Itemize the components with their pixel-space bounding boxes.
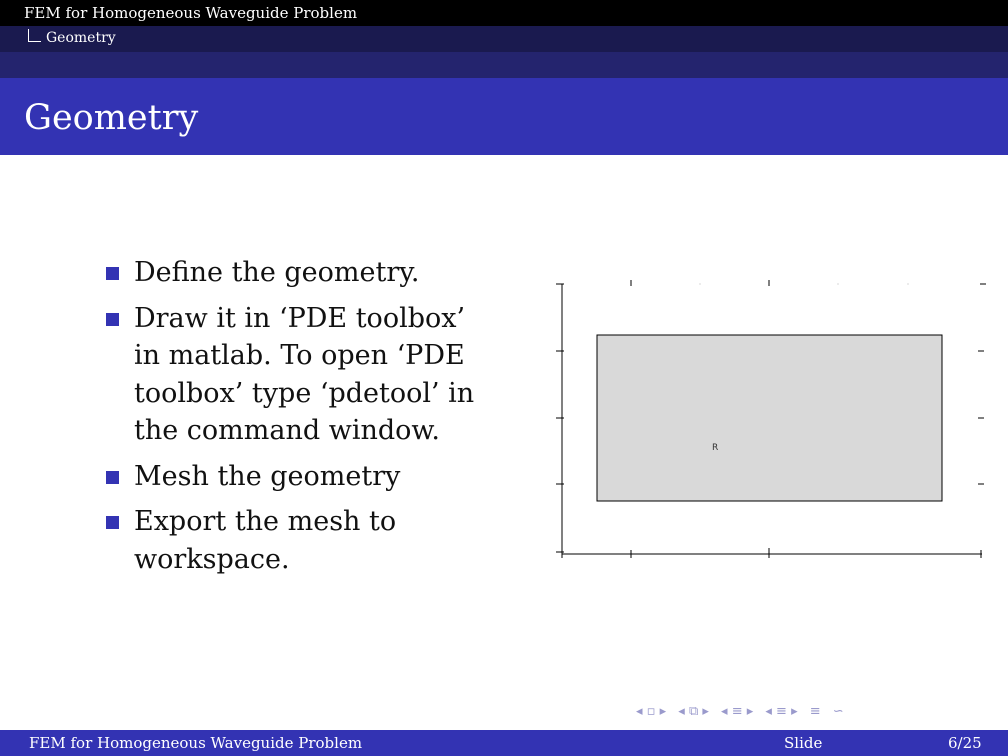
- frame-title: Geometry: [24, 98, 199, 138]
- header-spacer-bar: [0, 52, 1008, 78]
- bullet-square-icon: [106, 267, 119, 280]
- frame-title-bar: [0, 78, 1008, 155]
- top-tick-dots: [699, 283, 908, 284]
- bottom-ticks: [562, 548, 981, 558]
- slide-prev-next-icon[interactable]: ◂ ▫ ▸: [636, 704, 667, 719]
- left-ticks: [556, 284, 564, 552]
- beamer-nav-icons: [636, 704, 852, 719]
- bullet-square-icon: [106, 516, 119, 529]
- bullet-text: Define the geometry.: [134, 257, 420, 288]
- bullet-item: [104, 300, 484, 450]
- subsection-prev-next-icon[interactable]: ◂ ≡ ▸: [721, 704, 754, 719]
- header-title[interactable]: FEM for Homogeneous Waveguide Problem: [24, 4, 358, 22]
- subsection-corner-icon: [28, 29, 41, 42]
- header-section[interactable]: Geometry: [46, 30, 116, 46]
- bullet-square-icon: [106, 313, 119, 326]
- bullet-item: [104, 458, 484, 496]
- geometry-figure: [540, 276, 988, 568]
- align-icon[interactable]: ≡: [809, 704, 821, 719]
- bullet-text: Mesh the geometry: [134, 460, 401, 492]
- header-section-bar: [0, 26, 1008, 52]
- geometry-rectangle: [597, 335, 942, 501]
- frame-prev-next-icon[interactable]: ◂ ⧉ ▸: [678, 704, 709, 719]
- right-ticks: [978, 351, 984, 484]
- bullet-list: [104, 254, 484, 586]
- footer-title: FEM for Homogeneous Waveguide Problem: [29, 734, 363, 752]
- section-prev-next-icon[interactable]: ◂ ≡ ▸: [765, 704, 798, 719]
- footer-bar: [0, 730, 1008, 756]
- bullet-text: Draw it in ‘PDE toolbox’ in matlab. To open ‘PDE toolbox’ type ‘pdetool’ in the command window.: [134, 302, 475, 446]
- bullet-item: [104, 503, 484, 578]
- footer-slide-label: Slide: [784, 734, 823, 752]
- footer-page-number: 6/25: [948, 734, 982, 752]
- header-title-bar: [0, 0, 1008, 26]
- top-ticks: [631, 280, 986, 286]
- bullet-square-icon: [106, 471, 119, 484]
- search-icon[interactable]: ∽: [832, 704, 844, 719]
- bullet-text: Export the mesh to workspace.: [134, 506, 397, 575]
- bullet-item: [104, 254, 484, 292]
- region-label: R: [712, 443, 719, 453]
